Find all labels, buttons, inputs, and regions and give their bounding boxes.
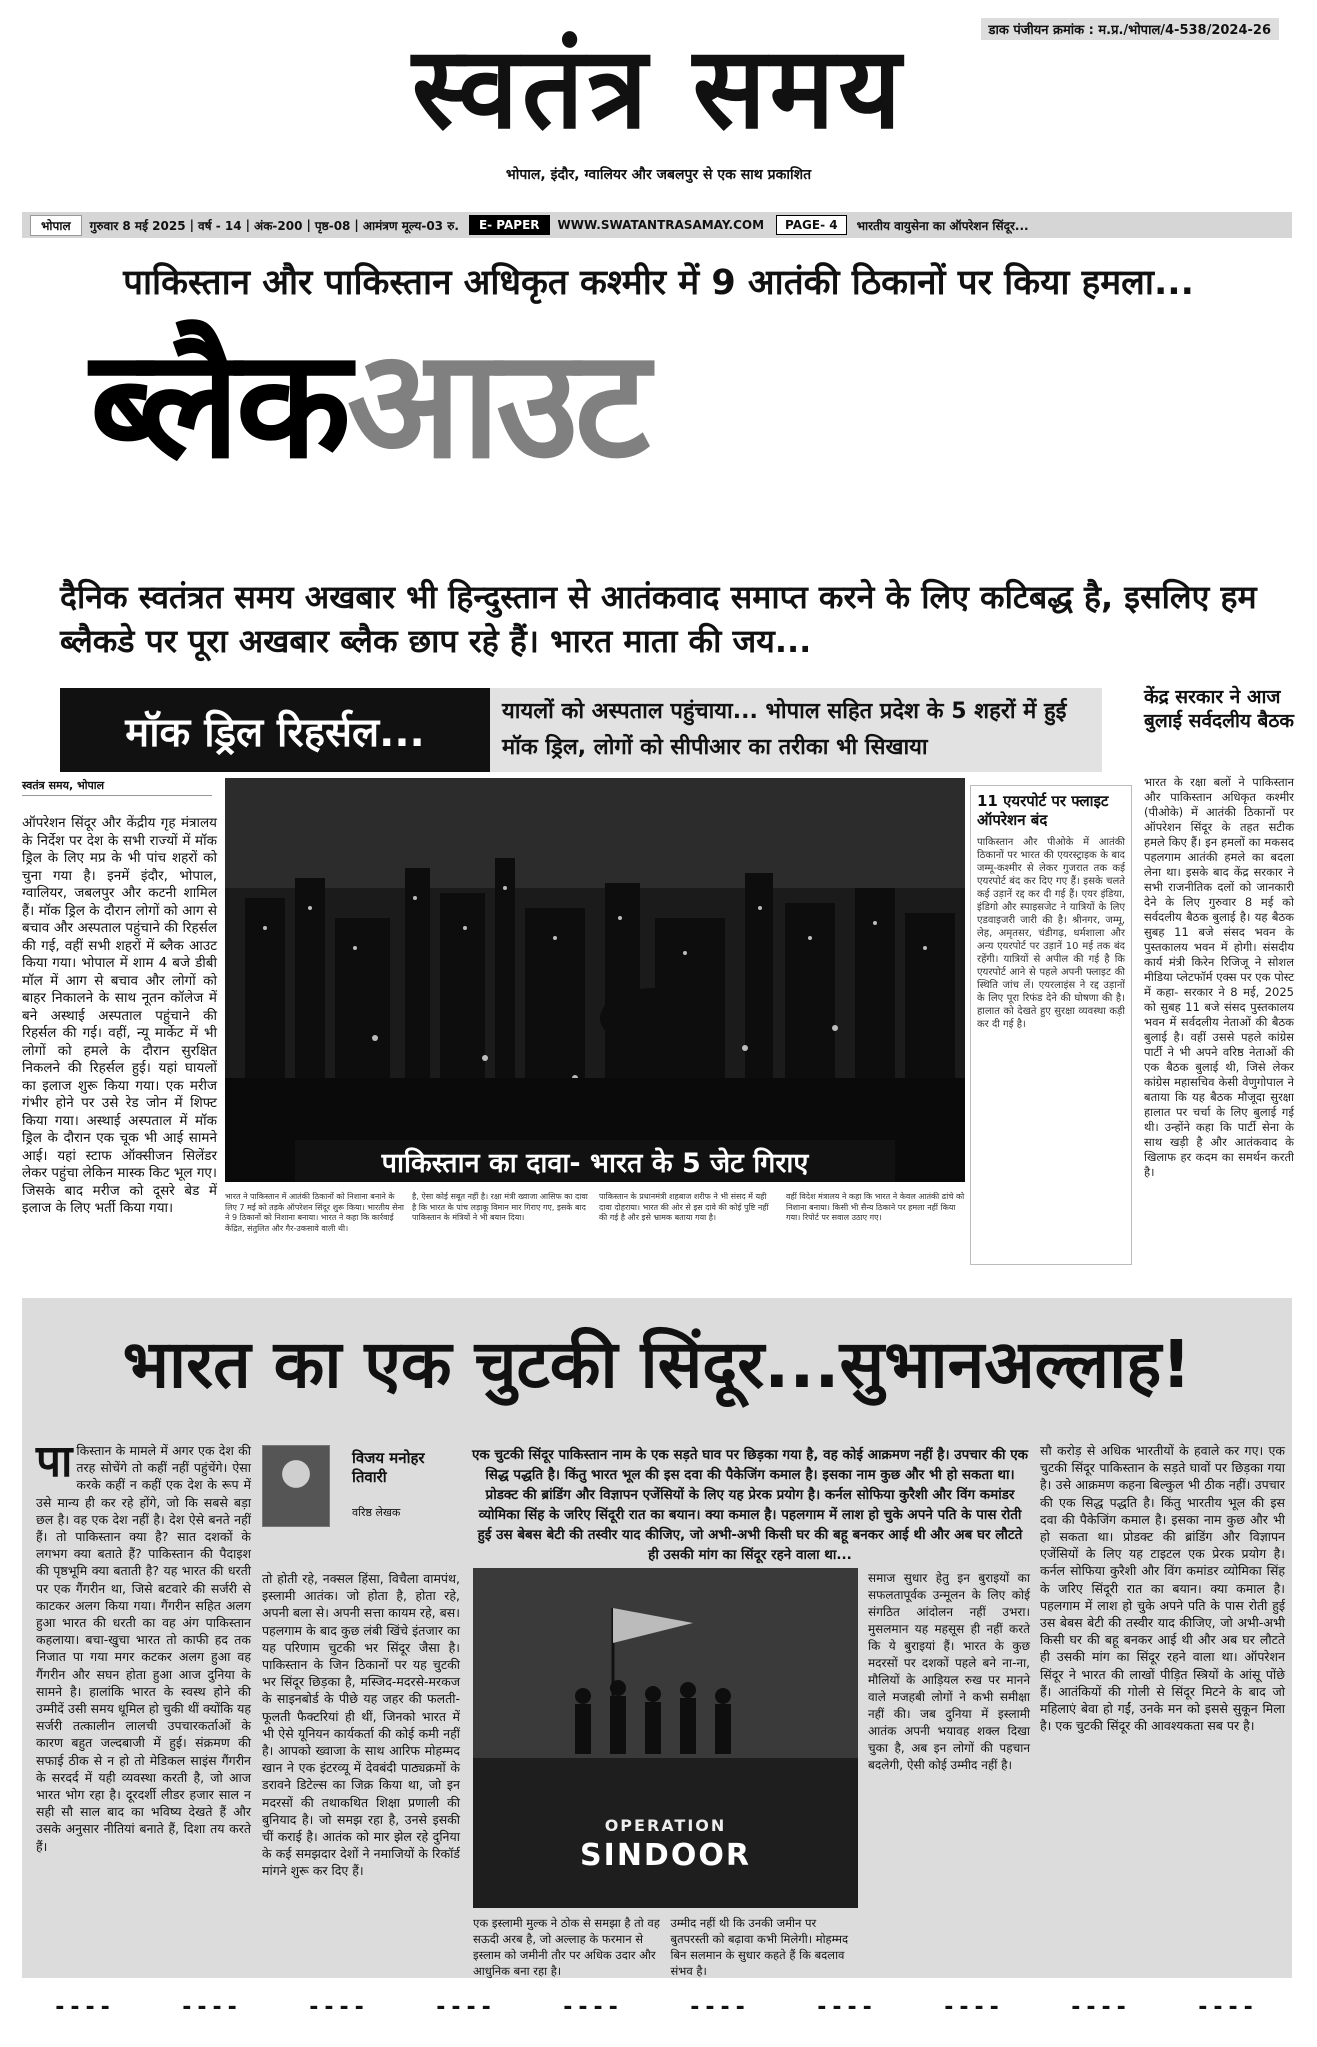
skyline-illustration [225, 778, 965, 1182]
poster-line-2: SINDOOR [580, 1838, 751, 1873]
kicker-headline: पाकिस्तान और पाकिस्तान अधिकृत कश्मीर में 9 आतंकी ठिकानों पर किया हमला... [123, 263, 1194, 303]
under-col-3: पाकिस्तान के प्रधानमंत्री शहबाज शरीफ ने भी संसद में यही दावा दोहराया। भारत की ओर से इस दावे की कोई पुष्टि नहीं की गई है और इसे भ्रामक बताया गया है। [599, 1192, 769, 1222]
main-headline [90, 320, 646, 490]
under-col-2: है, ऐसा कोई सबूत नहीं है। रक्षा मंत्री ख्वाजा आसिफ का दावा है कि भारत के पांच लड़ाकू विमान मार गिराए गए, इसके बाद पाकिस्तान के मंत्रियों ने भी बयान दिया। [412, 1192, 588, 1222]
edition-city: भोपाल [30, 215, 82, 236]
opinion-col-4: सौ करोड़ से अधिक भारतीयों के हवाले कर गए। एक चुटकी सिंदूर पाकिस्तान के सड़ते घावों पर छिड़का गया है। उसे आक्रमण कहना बिल्कुल भी ठीक नहीं। उपचार की एक सिद्ध पद्धति है। किंतु भारतीय भूल की इस दवा की पैकेजिंग कमाल है। इसका नाम कुछ और भी हो सकता था। प्रोडक्ट की ब्रांडिंग और विज्ञापन एजेंसियों के लिए यह टाइटल एक प्रेरक प्रयोग है। कर्नल सोफिया कुरैशी और विंग कमांडर व्योमिका सिंह के जरिए सिंदूरी रात का बयान। क्या कमाल है। पहलगाम में लाश हो चुके अपने पति के पास रोती हुई उस बेबस बेटी की तस्वीर याद कीजिए, जो अभी-अभी किसी घर की बहू बनकर आई थी और अब घर लौटते ही उसकी मांग का सिंदूर रहने वाला था। ऑपरेशन सिंदूर ने भारत की लाखों पीड़ित स्त्रियों के आंसू पोंछे हैं। आतंकियों की गोली से सिंदूर मिटने के बाद जो महिलाएं बेवा हो गईं, उनके मन को इससे सुकून मिला है। एक चुटकी सिंदूर की आवश्यकता सब पर है। [1040, 1443, 1285, 1734]
issue-year: वर्ष - 14 [197, 218, 242, 233]
issue-number: अंक-200 [254, 218, 303, 233]
page-count: पृष्ठ-08 [314, 218, 351, 233]
all-party-title: केंद्र सरकार ने आज बुलाई सर्वदलीय बैठक [1144, 686, 1295, 732]
page-teaser: भारतीय वायुसेना का ऑपरेशन सिंदूर... [856, 218, 1029, 233]
opinion-col-1-text: किस्तान के मामले में अगर एक देश की तरह सोचेंगे तो कहीं नहीं पहुंचेंगे। ऐसा करके कहीं न कहीं एक देश के रूप में उसे मान्य ही कर रहे होंगे, जो कि सबसे बड़ा छल है। वह एक देश नहीं है। देश ऐसे बनते नहीं हैं। तो पाकिस्तान क्या है? सात दशकों के लगभग क्या बताते हैं? पाकिस्तान की पैदाइश की पृष्ठभूमि क्या बताती है? यह भारत की धरती पर एक गैंगरीन था, जिसे बटवारे की सर्जरी से काटकर अलग किया गया। गैंगरीन सहित अलग हुआ भारत की धरती का वह अंग पाकिस्तान कहलाया। बचा-खुचा भारत तो काफी हद तक निजात पा गया मगर कटकर अलग हुआ वह गैंगरीन और सघन होता हुआ आज दुनिया के सामने है। हालांकि भारत के स्वस्थ होने की उम्मीदें उसी समय धूमिल हो चुकी थीं क्योंकि यह सर्जरी तत्कालीन लालची उपचारकर्ताओं के कारण बहुत जल्दबाजी में हुई। संक्रमण की सफाई ठीक से न हो तो मेडिकल साइंस गैंगरीन के सरदर्द में यही व्यवस्था करती है, जो आज भारत भोग रहा है। दूरदर्शी लीडर हजार साल न सही सौ साल बाद का भविष्य देखते हैं और उसके अनुसार नीतियां बनाते हैं, दिशा तय करते हैं। [36, 1443, 251, 1854]
opinion-headline: भारत का एक चुटकी सिंदूर...सुभानअल्लाह! [122, 1326, 1192, 1403]
opinion-col-2: तो होती रहे, नक्सल हिंसा, विचैला वामपंथ, इस्लामी आतंक। जो होता है, होता रहे, अपनी बला से। अपनी सत्ता कायम रहे, बस। पहलगाम के बाद कुछ लंबी खिंचे इंतजार का यह परिणाम चुटकी भर सिंदूर जैसा है। पाकिस्तान के जिन ठिकानों पर यह चुटकी भर सिंदूर छिड़का है, मस्जिद-मदरसे-मरकज के साइनबोर्ड के पीछे यह जहर की फलती-फूलती फैक्टरियां ही थीं, जिनको भारत में भी ऐसे यूनियन कार्यकर्ता की कोई कमी नहीं है। आपको ख्वाजा के साथ आरिफ मोहम्मद खान ने एक इंटरव्यू में देवबंदी पाठ्यक्रमों के डरावने डिटेल्स का जिक्र किया था, जो इन मदरसों की तथाकथित शिक्षा प्रणाली की बुनियाद है। जो समझ रहा है, उनसे इसकी चीं कराई है। आतंक को मार झेल रहे दुनिया के कई समझदार देशों ने नमाजियों के रिकॉर्ड मांगने शुरू कर दिए हैं। [262, 1571, 460, 1879]
under-photo-columns [225, 1192, 965, 1266]
dash: ---- [55, 1995, 116, 2020]
sub-col-right: उम्मीद नहीं थी कि उनकी जमीन पर बुतपरस्ती को बढ़ावा कभी मिलेगी। मोहम्मद बिन सलमान के सुधार कहते हैं कि बदलाव संभव है। [670, 1916, 849, 1978]
author-role: वरिष्ठ लेखक [352, 1506, 401, 1519]
dash: ---- [182, 1995, 243, 2020]
footer-dashes [22, 1995, 1292, 2020]
mock-drill-subtitle: यायलों को अस्पताल पहुंचाया... भोपाल सहित प्रदेश के 5 शहरों में हुई मॉक ड्रिल, लोगों को सीपीआर का तरीका भी सिखाया [490, 688, 1102, 772]
avatar [262, 1445, 330, 1527]
dash: ---- [436, 1995, 497, 2020]
author-block [262, 1445, 462, 1555]
pull-quote: एक चुटकी सिंदूर पाकिस्तान नाम के एक सड़ते घाव पर छिड़का गया है, वह कोई आक्रमण नहीं है। उपचार की एक सिद्ध पद्धति है। किंतु भारत भूल की इस दवा की पैकेजिंग कमाल है। इसका नाम कुछ और भी हो सकता था। प्रोडक्ट की ब्रांडिंग और विज्ञापन एजेंसियों के लिए यह प्रेरक प्रयोग है। कर्नल सोफिया कुरैशी और विंग कमांडर व्योमिका सिंह के जरिए सिंदूरी रात का बयान। क्या कमाल है। पहलगाम में लाश हो चुके अपने पति के पास रोती हुई उस बेबस बेटी की तस्वीर याद कीजिए, जो अभी-अभी किसी घर की बहू बनकर आई थी और अब घर लौटते ही उसकी मांग का सिंदूर रहने वाला था... [471, 1447, 1029, 1563]
byline: स्वतंत्र समय, भोपाल [22, 778, 212, 796]
dash: ---- [1198, 1995, 1259, 2020]
poster-subcolumns [473, 1915, 858, 1979]
author-name: विजय मनोहर तिवारी [352, 1449, 425, 1486]
tagline: भोपाल, इंदौर, ग्वालियर और जबलपुर से एक साथ प्रकाशित [505, 167, 812, 183]
under-col-1: भारत ने पाकिस्तान में आतंकी ठिकानों को निशाना बनाने के लिए 7 मई को तड़के ऑपरेशन सिंदूर शुरू किया। भारतीय सेना ने 9 ठिकानों को निशाना बनाया। भारत ने कहा कि कार्रवाई केंद्रित, संतुलित और गैर-उकसावे वाली थी। [225, 1192, 405, 1233]
mock-drill-title: मॉक ड्रिल रिहर्सल... [60, 688, 490, 772]
photo-caption: पाकिस्तान का दावा- भारत के 5 जेट गिराए [295, 1140, 895, 1182]
dropcap: पा [36, 1436, 73, 1487]
epaper-badge[interactable]: E- PAPER [469, 215, 550, 235]
masthead: स्वतंत्र समय [411, 21, 906, 155]
dash: ---- [690, 1995, 751, 2020]
dash: ---- [1071, 1995, 1132, 2020]
headline-black-word: ब्लैक [90, 318, 347, 492]
city-night-photo [225, 778, 965, 1182]
price: आमंत्रण मूल्य-03 रु. [362, 218, 459, 233]
airport-title: 11 एयरपोर्ट पर फ्लाइट ऑपरेशन बंद [977, 792, 1109, 829]
headline-grey-word: आउट [346, 318, 647, 492]
sub-col-left: एक इस्लामी मुल्क ने ठोक से समझा है तो वह सऊदी अरब है, जो अल्लाह के फरमान से इस्लाम को जमीनी तौर पर अधिक उदार और आधुनिक बना रहा है। [473, 1916, 660, 1978]
issue-date: गुरुवार 8 मई 2025 [89, 218, 186, 233]
airport-box [970, 785, 1132, 1265]
website-link[interactable]: WWW.SWATANTRASAMAY.COM [557, 218, 765, 232]
airport-body: पाकिस्तान और पीओके में आतंकी ठिकानों पर भारत की एयरस्ट्राइक के बाद जम्मू-कश्मीर से लेकर गुजरात तक कई एयरपोर्ट बंद कर दिए गए हैं। इसके चलते कई उड़ानें रद्द कर दी गई हैं। एयर इंडिया, इंडिगो और स्पाइसजेट ने यात्रियों के लिए एडवाइजरी जारी की है। श्रीनगर, जम्मू, लेह, अमृतसर, चंडीगढ़, धर्मशाला और अन्य एयरपोर्ट पर उड़ानें 10 मई तक बंद रहेंगी। यात्रियों से अपील की गई है कि एयरपोर्ट आने से पहले अपनी फ्लाइट की स्थिति जांच लें। एयरलाइंस ने रद्द उड़ानों के लिए पूरा रिफंड देने की घोषणा की है। हालात को देखते हुए सुरक्षा व्यवस्था कड़ी कर दी गई है। [977, 837, 1125, 1030]
page-label: PAGE- 4 [776, 215, 847, 235]
opinion-col-3: समाज सुधार हेतु इन बुराइयों का सफलतापूर्वक उन्मूलन के लिए कोई संगठित आंदोलन नहीं उभरा। मुसलमान यह महसूस ही नहीं करते कि ये बुराइयां हैं। भारत के कुछ मदरसों पर दशकों पहले बने ना-ना, मौलियों के आड़ियल रुख पर मानने वाले मजहबी लोगों ने कभी समीक्षा नहीं की। जब दुनिया में इस्लामी आतंक अपनी भयावह शक्ल दिखा चुका है, अब इन लोगों की पहचान बदलेगी, ऐसी कोई उम्मीद नहीं है। [868, 1571, 1030, 1772]
opinion-col-1 [36, 1436, 251, 1855]
editorial-statement: दैनिक स्वतंत्रत समय अखबार भी हिन्दुस्तान से आतंकवाद समाप्त करने के लिए कटिबद्ध है, इसलिए हम ब्लैकडे पर पूरा अखबार ब्लैक छाप रहे हैं। भारत माता की जय... [60, 578, 1257, 660]
postal-registration: डाक पंजीयन क्रमांक : म.प्र./भोपाल/4-538/2024-26 [981, 18, 1279, 40]
under-col-4: वहीं विदेश मंत्रालय ने कहा कि भारत ने केवल आतंकी ढांचे को निशाना बनाया। किसी भी सैन्य ठिकाने पर हमला नहीं किया गया। रिपोर्ट पर सवाल उठाए गए। [786, 1192, 965, 1222]
info-bar: भोपाल गुरुवार 8 मई 2025 | वर्ष - 14 | अंक-200 | पृष्ठ-08 | आमंत्रण मूल्य-03 रु. E- PAPER WWW.SWATANTRASAMAY.COM PAGE- 4 भारतीय वायुसेना का ऑपरेशन सिंदूर... [22, 212, 1292, 238]
dash: ---- [944, 1995, 1005, 2020]
all-party-body: भारत के रक्षा बलों ने पाकिस्तान और पाकिस्तान अधिकृत कश्मीर (पीओके) में आतंकी ठिकानों पर ऑपरेशन सिंदूर के तहत सटीक हमले किए हैं। इन हमलों का मकसद पहलगाम आतंकी हमले का बदला लेना था। इसके बाद केंद्र सरकार ने सभी राजनीतिक दलों को जानकारी देने के लिए गुरुवार 8 मई को सर्वदलीय बैठक बुलाई है। यह बैठक सुबह 11 बजे संसद भवन के पुस्तकालय भवन में होगी। संसदीय कार्य मंत्री किरेन रिजिजू ने सोशल मीडिया प्लेटफॉर्म एक्स पर एक पोस्ट में कहा- सरकार ने 8 मई, 2025 को सुबह 11 बजे संसद पुस्तकालय भवन में सर्वदलीय नेताओं की बैठक बुलाई है। वहीं उससे पहले कांग्रेस पार्टी ने भी अपने वरिष्ठ नेताओं की एक बैठक बुलाई थी, जिसे लेकर कांग्रेस महासचिव केसी वेणुगोपाल ने बताया कि यह बैठक मौजूदा सुरक्षा हालात पर चर्चा के लिए बुलाई गई थी। उन्होंने कहा कि पार्टी सेना के साथ खड़ी है और आतंकवाद के खिलाफ हर कदम का समर्थन करती है। [1144, 775, 1294, 1179]
dash: ---- [309, 1995, 370, 2020]
poster-line-1: OPERATION [604, 1816, 727, 1835]
dash: ---- [563, 1995, 624, 2020]
dash: ---- [817, 1995, 878, 2020]
mock-drill-body: ऑपरेशन सिंदूर और केंद्रीय गृह मंत्रालय के निर्देश पर देश के सभी राज्यों में मॉक ड्रिल के लिए मप्र के भी पांच शहरों को चुना गया है। इनमें इंदौर, भोपाल, ग्वालियर, जबलपुर और कटनी शामिल हैं। मॉक ड्रिल के दौरान लोगों को आग से बचाव और अस्पताल पहुंचाने की रिहर्सल की गई, वहीं सभी शहरों में ब्लैक आउट किया गया। भोपाल में शाम 4 बजे डीबी मॉल में आग से बचाव और लोगों को बाहर निकालने के साथ नूतन कॉलेज में बने अस्थाई अस्पताल पहुंचाने की रिहर्सल की गई। वहीं, न्यू मार्केट में भी लोगों को हमले के दौरान सुरक्षित निकलने की रिहर्सल हुई। यहां घायलों का इलाज शुरू किया गया। एक मरीज गंभीर होने पर उसे रेड जोन में शिफ्ट किया गया। अस्थाई अस्पताल में मॉक ड्रिल के दौरान एक चूक भी आई सामने आई। यहां स्टाफ ऑक्सीजन सिलेंडर लेकर पहुंचा लेकिन मास्क किट भूल गए। जिसके बाद मरीज को दूसरे बेड में इलाज के लिए भर्ती किया गया। [22, 815, 217, 1216]
operation-sindoor-poster [473, 1568, 858, 1908]
